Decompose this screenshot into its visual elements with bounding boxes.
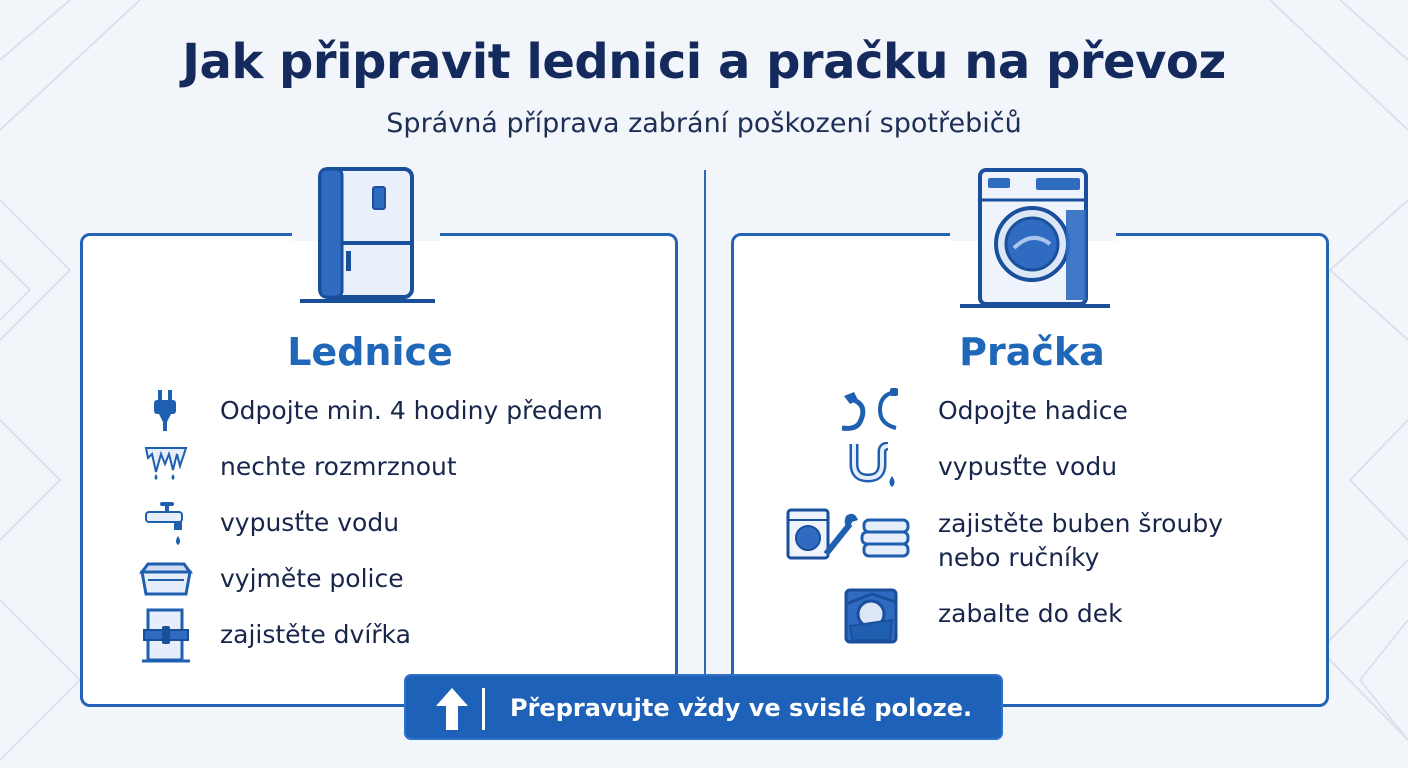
washer-wrench-towel-icon xyxy=(786,506,912,562)
fridge-icon xyxy=(300,165,435,310)
center-divider xyxy=(704,170,706,675)
faucet-icon xyxy=(144,500,188,550)
fridge-item-unplug: Odpojte min. 4 hodiny předem xyxy=(220,396,603,425)
washer-item-blankets: zabalte do dek xyxy=(938,599,1123,628)
washer-item-drum: zajistěte buben šrouby xyxy=(938,509,1223,538)
washer-item-drum-line2: nebo ručníky xyxy=(938,543,1100,572)
washer-item-drain: vypusťte vodu xyxy=(938,452,1118,481)
washer-heading: Pračka xyxy=(959,330,1105,374)
drain-pipe-icon xyxy=(842,442,900,492)
banner-separator xyxy=(482,688,485,730)
fridge-item-defrost: nechte rozmrznout xyxy=(220,452,457,481)
fridge-item-drain: vypusťte vodu xyxy=(220,508,400,537)
melting-ice-icon xyxy=(144,444,188,484)
wrapped-washer-icon xyxy=(842,586,900,646)
hose-icon xyxy=(838,386,904,434)
washing-machine-icon xyxy=(960,166,1110,311)
fridge-item-door: zajistěte dvířka xyxy=(220,620,411,649)
page-title: Jak připravit lednici a pračku na převoz xyxy=(182,34,1226,90)
fridge-item-shelves: vyjměte police xyxy=(220,564,404,593)
door-lock-icon xyxy=(142,608,190,664)
upright-banner xyxy=(404,674,1003,740)
plug-icon xyxy=(150,388,180,432)
page-subtitle: Správná příprava zabrání poškození spotřebičů xyxy=(386,108,1022,139)
arrow-up-icon xyxy=(434,686,470,732)
banner-text: Přepravujte vždy ve svislé poloze. xyxy=(510,694,973,722)
washer-item-hoses: Odpojte hadice xyxy=(938,396,1128,425)
fridge-heading: Lednice xyxy=(287,330,453,374)
shelf-tray-icon xyxy=(138,560,194,598)
